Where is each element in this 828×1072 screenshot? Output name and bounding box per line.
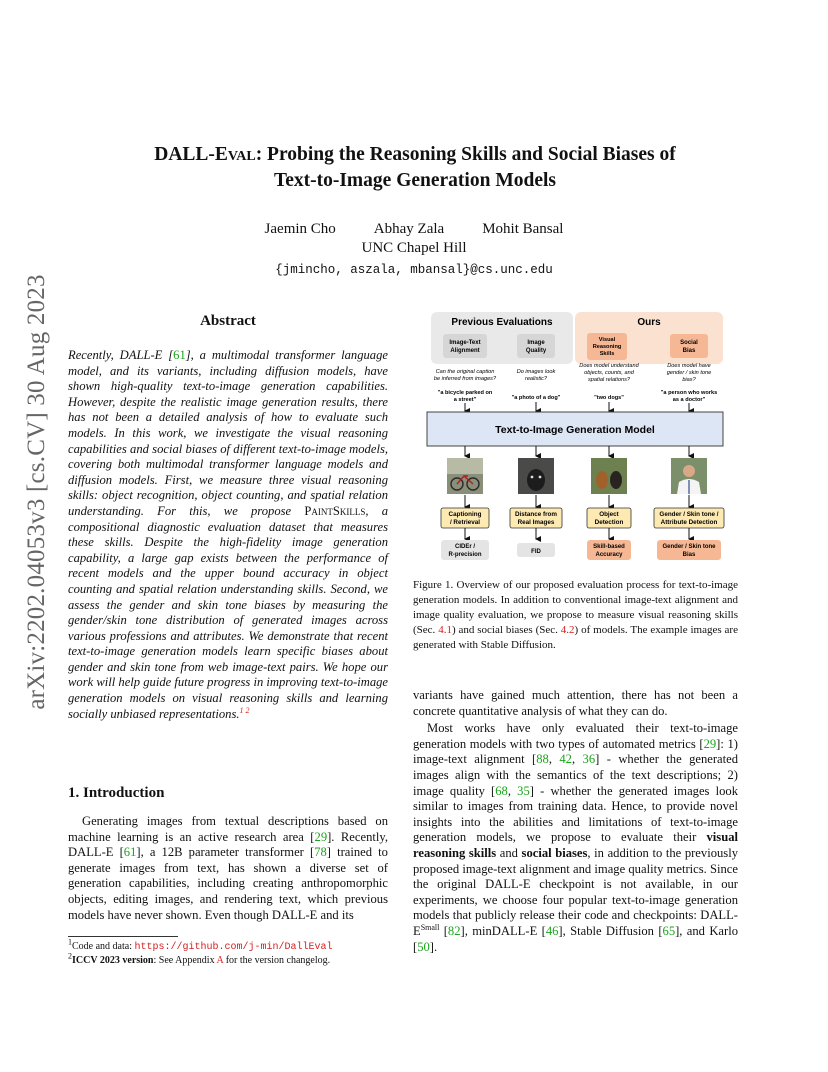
right-paragraph-1: variants have gained much attention, there has not been a concrete quantitative analysis of what they can do. [413, 688, 738, 718]
svg-text:Skill-based: Skill-based [593, 544, 625, 550]
svg-text:"a photo of a dog": "a photo of a dog" [511, 395, 561, 401]
svg-text:Real Images: Real Images [517, 519, 555, 526]
svg-text:"a person who works: "a person who works [660, 390, 718, 396]
intro-paragraph: Generating images from textual descriptions based on machine learning is an active research area [29]. Recently, DALL-E [61], a 12B parameter transformer [78] trained to generate images from text, has shown a diverse set of generation capabilities, including creating anthropomorphic objects, editing images, and rendering text, which previous models have never shown. Even though DALL-E and its [68, 814, 388, 922]
svg-text:Does model understand: Does model understand [579, 363, 639, 369]
generated-image-bicycle [447, 458, 483, 494]
citation-link[interactable]: 82 [447, 923, 461, 938]
svg-text:as a doctor": as a doctor" [672, 397, 706, 403]
svg-text:Quality: Quality [525, 348, 547, 354]
svg-text:/ Retrieval: / Retrieval [449, 519, 481, 526]
svg-text:Distance from: Distance from [515, 511, 557, 518]
citation-link[interactable]: 42 [559, 752, 572, 767]
dataset-name: PaintSkills [304, 503, 366, 518]
svg-text:Gender / Skin tone: Gender / Skin tone [662, 544, 716, 550]
author-emails: {jmincho, aszala, mbansal}@cs.unc.edu [275, 263, 553, 277]
appendix-link[interactable]: A [216, 955, 224, 966]
svg-text:Can the original caption: Can the original caption [435, 369, 495, 375]
figure-1-diagram [413, 310, 738, 572]
abstract-body: Recently, DALL-E [61], a multimodal transformer language model, and its variants, including diffusion models, have shown high-quality text-to-image generation capabilities. However, despite the realistic image generation results, there has not been a detailed analysis of how to evaluate such models. In this work, we investigate the visual reasoning capabilities and social biases of different text-to-image models, covering both multimodal transformer language models and diffusion models. First, we measure three visual reasoning skills: object recognition, object counting, and spatial relation understanding. For this, we propose PaintSkills, a compositional diagnostic evaluation dataset that measures these skills. Despite the high-fidelity image generation capability, a large gap exists between the performance of recent models and the upper bound accuracy in object counting and spatial relation understanding skills. Second, we assess the gender and skin tone biases by measuring the gender/skin tone distribution of generated images across various professions and attributes. We demonstrate that recent text-to-image generation models learn specific biases about gender and skin tone from web image-text pairs. We hope our work will help guide future progress in improving text-to-image generation models on visual reasoning skills and learning socially unbiased representations.$^{1 2}$ [68, 348, 389, 721]
svg-text:R-precision: R-precision [448, 552, 482, 558]
svg-text:Image: Image [527, 340, 545, 346]
tag-social-bias [670, 334, 708, 358]
code-url-link[interactable]: https://github.com/j-min/DallEval [134, 942, 333, 953]
section-heading-introduction: 1. Introduction [68, 785, 165, 801]
evaluation-questions [434, 363, 711, 383]
citation-link[interactable]: 36 [582, 752, 596, 767]
svg-text:gender / skin tone: gender / skin tone [666, 370, 712, 376]
citation-link[interactable]: 61 [123, 845, 137, 860]
svg-text:Social: Social [680, 340, 698, 346]
title-model-name: DALL-Eval [154, 144, 256, 165]
svg-text:realistic?: realistic? [524, 376, 548, 382]
citation-link[interactable]: 50 [417, 939, 430, 954]
tag-image-text-alignment [443, 334, 487, 358]
svg-text:Bias: Bias [682, 552, 696, 558]
svg-text:be inferred from images?: be inferred from images? [433, 376, 497, 382]
evaluation-metrics [441, 540, 721, 560]
arxiv-identifier [22, 274, 52, 710]
footnote-rule [68, 936, 178, 937]
citation-link[interactable]: 78 [314, 845, 327, 860]
svg-text:Attribute Detection: Attribute Detection [660, 519, 718, 526]
svg-text:Bias: Bias [682, 348, 696, 354]
svg-text:Object: Object [599, 511, 619, 518]
svg-text:objects, counts, and: objects, counts, and [584, 370, 634, 376]
citation-link[interactable]: 68 [495, 783, 508, 798]
footnote-1: $^1$Code and data: https://github.com/j-min/DallEval [68, 937, 333, 953]
author-1: Jaemin Cho [264, 221, 336, 237]
svg-text:Reasoning: Reasoning [592, 344, 622, 350]
citation-link[interactable]: 46 [545, 923, 559, 938]
svg-text:Accuracy: Accuracy [595, 552, 623, 558]
citation-link[interactable]: 88 [536, 752, 549, 767]
svg-text:"a bicycle parked on: "a bicycle parked on [437, 390, 493, 396]
abstract-heading: Abstract [200, 313, 256, 329]
svg-text:Detection: Detection [594, 519, 624, 526]
citation-link[interactable]: 35 [517, 783, 530, 798]
citation-link[interactable]: 61 [173, 348, 186, 362]
section-link[interactable]: 4.2 [560, 624, 575, 636]
svg-text:Image-Text: Image-Text [449, 340, 481, 346]
generated-image-doctor [671, 458, 707, 494]
footnote-2: $^2$ICCV 2023 version: See Appendix A for the version changelog. [68, 951, 331, 966]
author-2: Abhay Zala [373, 221, 445, 237]
section-link[interactable]: 4.1 [438, 624, 452, 636]
svg-text:Do images look: Do images look [516, 369, 556, 375]
example-prompts [438, 390, 718, 403]
svg-text:Gender / Skin tone /: Gender / Skin tone / [659, 511, 719, 518]
title-line2: Text-to-Image Generation Models [274, 170, 556, 191]
svg-text:CIDEr /: CIDEr / [454, 544, 476, 550]
right-column-text [413, 688, 738, 955]
paper-title [120, 142, 710, 194]
tag-image-quality [517, 334, 555, 358]
svg-text:Captioning: Captioning [448, 511, 482, 518]
generated-image-two-dogs [591, 458, 627, 494]
author-block [200, 220, 628, 280]
figure-1-caption: Figure 1. Overview of our proposed evaluation process for text-to-image generation models. In addition to conventional image-text alignment and image quality evaluation, we propose to measure visual reasoning skills (Sec. 4.1) and social biases (Sec. 4.2) of models. The example images are generated with Stable Diffusion. [413, 579, 738, 651]
svg-text:Skills: Skills [599, 351, 615, 357]
footnotes [68, 937, 398, 967]
svg-text:bias?: bias? [682, 377, 696, 383]
svg-text:spatial relations?: spatial relations? [588, 377, 630, 383]
arxiv-id-text: arXiv:2202.04053v3 [cs.CV] 30 Aug 2023 [23, 274, 50, 710]
ours-header: Ours [637, 317, 661, 328]
right-paragraph-2: Most works have only evaluated their text-to-image generation models with two types of automated metrics [29]: 1) image-text alignment [88, 42, 36] - whether the generated images align with the semantics of the text descriptions; 2) image quality [68, 35] - whether the generated images look similar to images from training data. Hence, to provide novel insights into the abilities and limitations of text-to-image generation models, we propose to evaluate their visual reasoning skills and social biases, in addition to the previously proposed image-text alignment and image quality metrics. Since the original DALL-E checkpoint is not available, in our experiments, we choose four popular text-to-image generation models that publicly release their code and checkpoints: DALL-$E^{Small}$ [82], minDALL-E [46], Stable Diffusion [65], and Karlo [50]. [413, 721, 739, 954]
citation-link[interactable]: 65 [662, 923, 676, 938]
model-label: Text-to-Image Generation Model [495, 424, 655, 436]
author-3: Mohit Bansal [482, 221, 564, 237]
title-line1: : Probing the Reasoning Skills and Social Biases of [255, 144, 676, 165]
svg-text:a street": a street" [453, 397, 477, 403]
citation-link[interactable]: 29 [314, 829, 328, 844]
svg-text:Visual: Visual [598, 337, 616, 343]
svg-text:FID: FID [531, 549, 541, 555]
previous-evaluations-header: Previous Evaluations [451, 317, 553, 328]
svg-text:Does model have: Does model have [667, 363, 711, 369]
generated-image-dog [518, 458, 554, 494]
affiliation: UNC Chapel Hill [361, 240, 467, 256]
citation-link[interactable]: 29 [703, 736, 717, 751]
svg-text:"two dogs": "two dogs" [594, 395, 624, 401]
svg-text:Alignment: Alignment [450, 348, 480, 354]
footnote-marks[interactable]: 1 2 [239, 705, 250, 715]
evaluation-methods [441, 508, 724, 528]
